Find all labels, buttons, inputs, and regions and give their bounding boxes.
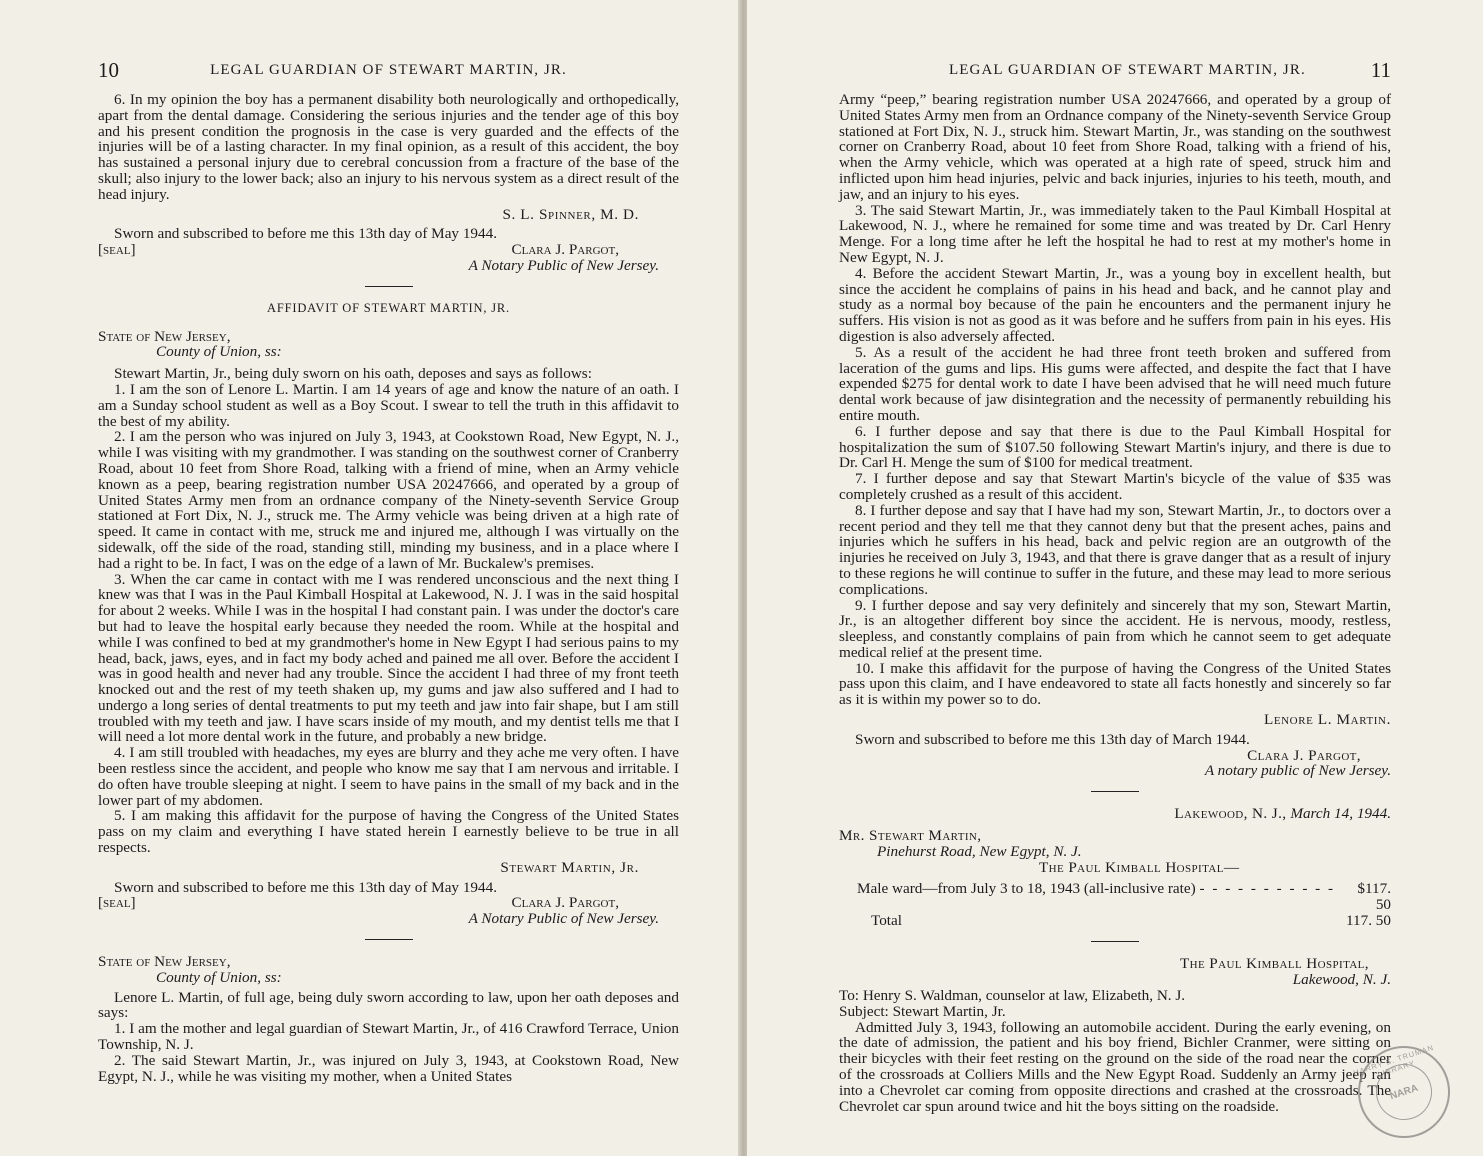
seal-line bbox=[98, 242, 679, 258]
bill-address: Pinehurst Road, New Egypt, N. J. bbox=[877, 842, 1082, 860]
county-line: County of Union, ss: bbox=[156, 343, 282, 361]
mother-paragraph-4: 4. Before the accident Stewart Martin, Jr., was a young boy in excellent health, but since the accident he complains of pains in his head and back, and he cannot play and study as a normal boy because of the pain he encounters and the permanent injury he suffers. His vision is not as good as it was before and he suffers from pain in his eyes. His digestion is also adversely affected. bbox=[839, 264, 1391, 345]
section-divider bbox=[365, 939, 413, 940]
letter-body: Admitted July 3, 1943, following an automobile accident. During the early evening, on the date of admission, the patient and his boy friend, Bichler Cranmer, were sitting on their bicycles with their feet resting on the ground on the side of the road near the corner of the crossroads at Colliers Mills and the New Egypt Road. Suddenly an Army jeep ran into a Chevrolet car coming from opposite directions and crashed at the crossroads. The Chevrolet car spun around twice and hit the boys sitting on the roadside. bbox=[839, 1018, 1391, 1115]
section-divider bbox=[365, 286, 413, 287]
mother-paragraph-2: 2. The said Stewart Martin, Jr., was injured on July 3, 1943, at Cookstown Road, New Egypt, N. J., while he was visiting my mother, when a United States bbox=[98, 1051, 679, 1085]
letter-sender-place: Lakewood, N. J. bbox=[1292, 971, 1391, 989]
bill-item-amount: $117. 50 bbox=[1357, 880, 1391, 914]
sworn-statement: Sworn and subscribed to before me this 13th day of May 1944. bbox=[114, 878, 497, 896]
letter-sender: The Paul Kimball Hospital, bbox=[1179, 955, 1369, 973]
affidavit-intro: Stewart Martin, Jr., being duly sworn on his oath, deposes and says as follows: bbox=[114, 365, 592, 383]
bill-date: March 14, 1944. bbox=[1290, 805, 1391, 823]
paragraph-6: 6. In my opinion the boy has a permanent disability both neurologically and orthopedically, apart from the dental damage. Considering the serious injuries and the tender age of this boy and his present condition the prognosis in the case is very guarded and the effects of the injuries will be of a lasting character. In my final opinion, as a result of this accident, the boy has sustained a personal injury due to cerebral concussion from a fracture of the base of the skull; also injury to the lower back; also an injury to his nervous system as a direct result of the head injury. bbox=[98, 91, 679, 203]
notary-title: A Notary Public of New Jersey. bbox=[468, 910, 659, 928]
mother-paragraph-5: 5. As a result of the accident he had three front teeth broken and suffered from laceration of the gums and lips. His gums were affected, and despite the fact that I have expended $275 for dental work to date I have been advised that he will need much future dental work because of jaw disintegration and the necessity of permanently rebuilding his entire mouth. bbox=[839, 343, 1391, 424]
bill-total-amount: 117. 50 bbox=[1346, 912, 1391, 930]
affidavit-paragraph-3: 3. When the car came in contact with me I was rendered unconscious and the next thing I knew was that I was in the Paul Kimball Hospital at Lakewood, N. J. I was in the said hospital for about 2 weeks. While I was in the hospital I had constant pain. I was under the doctor's care but had to leave the hospital early because they needed the room. While at the hospital and while I was confined to bed at my grandmother's home in New Egypt I had serious pains to my head, back, jaws, eyes, and in fact my body ached and pained me all over. Before the accident I was in good health and never had any trouble. Since the accident I had three of my front teeth knocked out and the rest of my teeth shaken up, my gums and jaw also suffered and I had to undergo a long series of dental treatments to put my teeth and jaw into fair shape, but I am still troubled with my teeth and jaw. I have scars inside of my mouth, and my dentist tells me that I will need a lot more dental work in the future, and probably a new bridge. bbox=[98, 570, 679, 746]
bill-place: Lakewood, N. J., bbox=[1174, 805, 1287, 823]
affidavit-paragraph-1: 1. I am the son of Lenore L. Martin. I am 14 years of age and know the nature of an oath. I am a Sunday school student as well as a Boy Scout. I swear to tell the truth in this affidavit to the best of my ability. bbox=[98, 380, 679, 430]
mother-paragraph-10: 10. I make this affidavit for the purpose of having the Congress of the United States pass upon this claim, and I have endeavored to state all facts honestly and sincerely so far as it is within my power so to do. bbox=[839, 659, 1391, 709]
seal-line bbox=[98, 895, 679, 911]
bill-dateline bbox=[839, 806, 1391, 822]
mother-paragraph-8: 8. I further depose and say that I have had my son, Stewart Martin, Jr., to doctors over a recent period and they tell me that they cannot deny but that the present aches, pains and injuries which he suffers in his head, back and pelvic region are an outgrowth of the injuries he received on July 3, 1943, and that there is grave danger that as a result of injury to these regions he will continue to suffer in the future, and these may lead to more serious complications. bbox=[839, 501, 1391, 598]
signature-stewart: Stewart Martin, Jr. bbox=[500, 858, 639, 876]
running-head-left bbox=[98, 58, 679, 88]
page-number: 11 bbox=[1370, 58, 1391, 82]
sworn-statement: Sworn and subscribed to before me this 13th day of May 1944. bbox=[114, 225, 497, 243]
letter-subject: Subject: Stewart Martin, Jr. bbox=[839, 1002, 1006, 1020]
mother-paragraph-2-continued: Army “peep,” bearing registration number USA 20247666, and operated by a group of United States Army men from an Ordnance company of the Ninety-seventh Service Group stationed at Fort Dix, N. J., struck him. Stewart Martin, Jr., was standing on the southwest corner on Cranberry Road, about 10 feet from Shore Road, talking with a friend of his, when the Army vehicle, which was operated at a high rate of speed, struck him and inflicted upon him head injuries, pelvic and back injuries, injuries to his teeth, mouth, and jaw, and an injury to his eyes. bbox=[839, 91, 1391, 203]
notary-title: A notary public of New Jersey. bbox=[1204, 762, 1391, 780]
seal-mark: [seal] bbox=[98, 241, 136, 259]
bill-item-row bbox=[839, 881, 1391, 913]
section-divider bbox=[1091, 941, 1139, 942]
notary-name: Clara J. Pargot, bbox=[511, 241, 619, 259]
letter-to: To: Henry S. Waldman, counselor at law, Elizabeth, N. J. bbox=[839, 987, 1186, 1005]
mother-paragraph-6: 6. I further depose and say that there is due to the Paul Kimball Hospital for hospitalization the sum of $107.50 following Stewart Martin's injury, and there is due to Dr. Carl H. Menge the sum of $100 for medical treatment. bbox=[839, 422, 1391, 472]
seal-mark: [seal] bbox=[98, 894, 136, 912]
notary-title: A Notary Public of New Jersey. bbox=[468, 256, 659, 274]
running-title: LEGAL GUARDIAN OF STEWART MARTIN, JR. bbox=[949, 62, 1306, 78]
signature-spinner: S. L. Spinner, M. D. bbox=[502, 205, 639, 223]
running-title: LEGAL GUARDIAN OF STEWART MARTIN, JR. bbox=[210, 62, 567, 78]
bill-total-row bbox=[839, 913, 1391, 929]
state-line: State of New Jersey, bbox=[98, 953, 231, 971]
sworn-statement: Sworn and subscribed to before me this 13th day of March 1944. bbox=[855, 730, 1250, 748]
mother-paragraph-7: 7. I further depose and say that Stewart Martin's bicycle of the value of $35 was completely crushed as a result of this accident. bbox=[839, 470, 1391, 503]
mother-paragraph-1: 1. I am the mother and legal guardian of Stewart Martin, Jr., of 416 Crawford Terrace, Union Township, N. J. bbox=[98, 1020, 679, 1054]
right-page bbox=[747, 0, 1483, 1156]
bill-total-label: Total bbox=[871, 913, 902, 930]
notary-name: Clara J. Pargot, bbox=[1247, 746, 1361, 764]
state-line: State of New Jersey, bbox=[98, 327, 231, 345]
affidavit-heading: AFFIDAVIT OF STEWART MARTIN, JR. bbox=[267, 300, 510, 315]
bill-recipient: Mr. Stewart Martin, bbox=[839, 827, 982, 845]
mother-affidavit-intro: Lenore L. Martin, of full age, being duly sworn according to law, upon her oath deposes and says: bbox=[98, 988, 679, 1022]
page-number: 10 bbox=[98, 58, 119, 82]
mother-paragraph-3: 3. The said Stewart Martin, Jr., was immediately taken to the Paul Kimball Hospital at Lakewood, N. J., where he remained for some time and was treated by Dr. Carl Henry Menge. For a long time after he left the hospital he had to rest at my mother's home in New Egypt, N. J. bbox=[839, 201, 1391, 266]
signature-lenore: Lenore L. Martin. bbox=[1263, 711, 1391, 729]
leader-dots: - - - - - - - - - - - bbox=[1199, 881, 1336, 898]
bill-item-description: Male ward—from July 3 to 18, 1943 (all-inclusive rate) bbox=[857, 881, 1196, 898]
stamp-ring-text: HARRY S. TRUMAN LIBRARY bbox=[1352, 1042, 1436, 1079]
bill-from: The Paul Kimball Hospital— bbox=[1039, 858, 1240, 876]
county-line: County of Union, ss: bbox=[156, 968, 282, 986]
running-head-right bbox=[839, 58, 1391, 88]
section-divider bbox=[1091, 791, 1139, 792]
affidavit-paragraph-2: 2. I am the person who was injured on July 3, 1943, at Cookstown Road, New Egypt, N. J., while I was visiting with my grandmother. I was standing on the southwest corner of Cranberry Road, about 10 feet from Shore Road, talking with a friend of mine, when an Army vehicle known as a peep, bearing registration number USA 20247666, and operated by a group of United States Army men from an ordnance company of the Ninety-seventh Service Group stationed at Fort Dix, N. J., struck me. The Army vehicle was being driven at a high rate of speed. It came in contact with me, struck me and injured me, although I was virtually on the sidewalk, off the side of the road, standing still, minding my business, and in a place where I had a right to be. In fact, I was on the edge of a lawn of Mr. Buckalew's premises. bbox=[98, 428, 679, 572]
affidavit-paragraph-4: 4. I am still troubled with headaches, my eyes are blurry and they ache me very often. I have been restless since the accident, and people who know me say that I am nervous and irritable. I do often have trouble sleeping at night. I seem to have pains in the small of my back and in the lower part of my abdomen. bbox=[98, 744, 679, 809]
stamp-center-text: NARA bbox=[1388, 1082, 1420, 1102]
left-page bbox=[0, 0, 741, 1156]
mother-paragraph-9: 9. I further depose and say very definitely and sincerely that my son, Stewart Martin, Jr., is an altogether different boy since the accident. He is nervous, moody, restless, sleepless, and constantly complains of pain from which he cannot seem to get adequate medical relief at the present time. bbox=[839, 596, 1391, 661]
affidavit-paragraph-5: 5. I am making this affidavit for the purpose of having the Congress of the United States pass on my claim and everything I have stated herein I earnestly believe to be true in all respects. bbox=[98, 807, 679, 857]
notary-name: Clara J. Pargot, bbox=[511, 894, 619, 912]
